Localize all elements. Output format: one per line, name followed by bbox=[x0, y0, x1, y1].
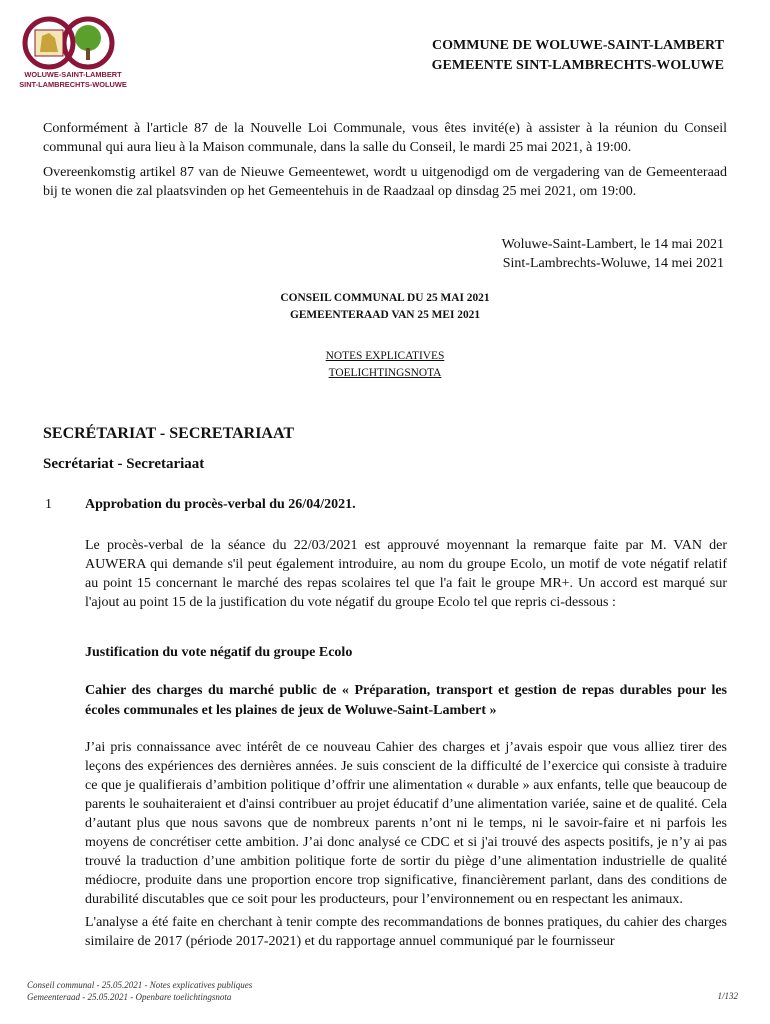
date-fr: Woluwe-Saint-Lambert, le 14 mai 2021 bbox=[501, 237, 724, 252]
logo-text-line1: WOLUWE-SAINT-LAMBERT bbox=[24, 70, 122, 79]
intro-nl: Overeenkomstig artikel 87 van de Nieuwe Gemeentewet, wordt u uitgenodigd om de vergadering van de Gemeenteraad bij te wonen die zal plaatsvinden op het Gemeentehuis in de Raadzaal op dinsdag 25 mei 2021, om 19:00. bbox=[43, 165, 727, 199]
page-number: 1/132 bbox=[717, 991, 738, 1001]
logo-text-line2: SINT-LAMBRECHTS-WOLUWE bbox=[19, 80, 127, 89]
logo-emblem-icon bbox=[22, 16, 118, 76]
justification-title: Justification du vote négatif du groupe Ecolo bbox=[85, 645, 353, 660]
item-paragraph-1: Le procès-verbal de la séance du 22/03/2021 est approuvé moyennant la remarque faite par M. VAN der AUWERA qui demande s'il peut également introduire, au nom du groupe Ecolo, un motif de vote négatif relatif au point 15 concernant le marché des repas scolaires tel que l'a fait le groupe MR+. Un accord est marqué sur l'ajout au point 15 de la justification du vote négatif du groupe Ecolo tel que repris ci-dessous : bbox=[85, 538, 727, 610]
notes-fr: NOTES EXPLICATIVES bbox=[325, 350, 445, 362]
date-block bbox=[502, 235, 724, 273]
commune-name-nl: GEMEENTE SINT-LAMBRECHTS-WOLUWE bbox=[431, 58, 724, 73]
footer-line-fr: Conseil communal - 25.05.2021 - Notes explicatives publiques bbox=[27, 980, 253, 990]
council-title-fr: CONSEIL COMMUNAL DU 25 MAI 2021 bbox=[280, 292, 490, 304]
notes-heading bbox=[0, 348, 770, 382]
date-nl: Sint-Lambrechts-Woluwe, 14 mei 2021 bbox=[502, 256, 724, 271]
commune-name-fr: COMMUNE DE WOLUWE-SAINT-LAMBERT bbox=[432, 38, 724, 53]
item-paragraph-3: L'analyse a été faite en cherchant à tenir compte des recommandations de bonnes pratiques, du cahier des charges similaire de 2017 (période 2017-2021) et du rapportage annuel communiqué par le fournisseur bbox=[85, 915, 727, 949]
notes-nl: TOELICHTINGSNOTA bbox=[328, 367, 442, 379]
item-number: 1 bbox=[45, 497, 52, 512]
footer-line-nl: Gemeenteraad - 25.05.2021 - Openbare toelichtingsnota bbox=[27, 992, 232, 1002]
item-title: Approbation du procès-verbal du 26/04/2021. bbox=[85, 497, 356, 512]
cahier-title: Cahier des charges du marché public de « Préparation, transport et gestion de repas durables pour les écoles communales et les plaines de jeux de Woluwe-Saint-Lambert » bbox=[85, 683, 727, 718]
section-subtitle: Secrétariat - Secretariaat bbox=[43, 456, 205, 472]
item-paragraph-2: J’ai pris connaissance avec intérêt de ce nouveau Cahier des charges et j’avais espoir que vous alliez tirer des leçons des expériences des dernières années. Je suis conscient de la difficulté de l’exercice qui consiste à traduire ce que je qualifierais d’ambition politique d’offrir une alimentation « durable » aux enfants, telle que beaucoup de parents le souhaiteraient et d'ainsi contribuer au projet éducatif d’une alimentation variée, saine et de qualité. Cela d’autant plus que nous savons que de nombreux parents n’ont ni le temps, ni le savoir-faire et ni parfois les moyens de concrétiser cette ambition. J’ai donc analysé ce CDC et si j'ai trouvé des aspects positifs, je n’y ai pas trouvé la traduction d’une ambition politique forte de sortir du piège d’une alimentation industrielle de qualité médiocre, produite dans une proportion encore trop significative, financièrement parlant, dans des conditions de durabilité discutables que ce soit pour les producteurs, pour l’environnement ou en respectant les animaux. bbox=[85, 740, 727, 907]
logo-text bbox=[18, 70, 128, 90]
council-title bbox=[0, 290, 770, 324]
section-title: SECRÉTARIAT - SECRETARIAAT bbox=[43, 425, 295, 442]
commune-heading bbox=[432, 36, 724, 76]
page-footer bbox=[27, 979, 252, 1003]
council-title-nl: GEMEENTERAAD VAN 25 MEI 2021 bbox=[289, 309, 481, 321]
intro-fr: Conformément à l'article 87 de la Nouvelle Loi Communale, vous êtes invité(e) à assister à la réunion du Conseil communal qui aura lieu à la Maison communale, dans la salle du Conseil, le mardi 25 mai 2021, à 19:00. bbox=[43, 121, 727, 155]
